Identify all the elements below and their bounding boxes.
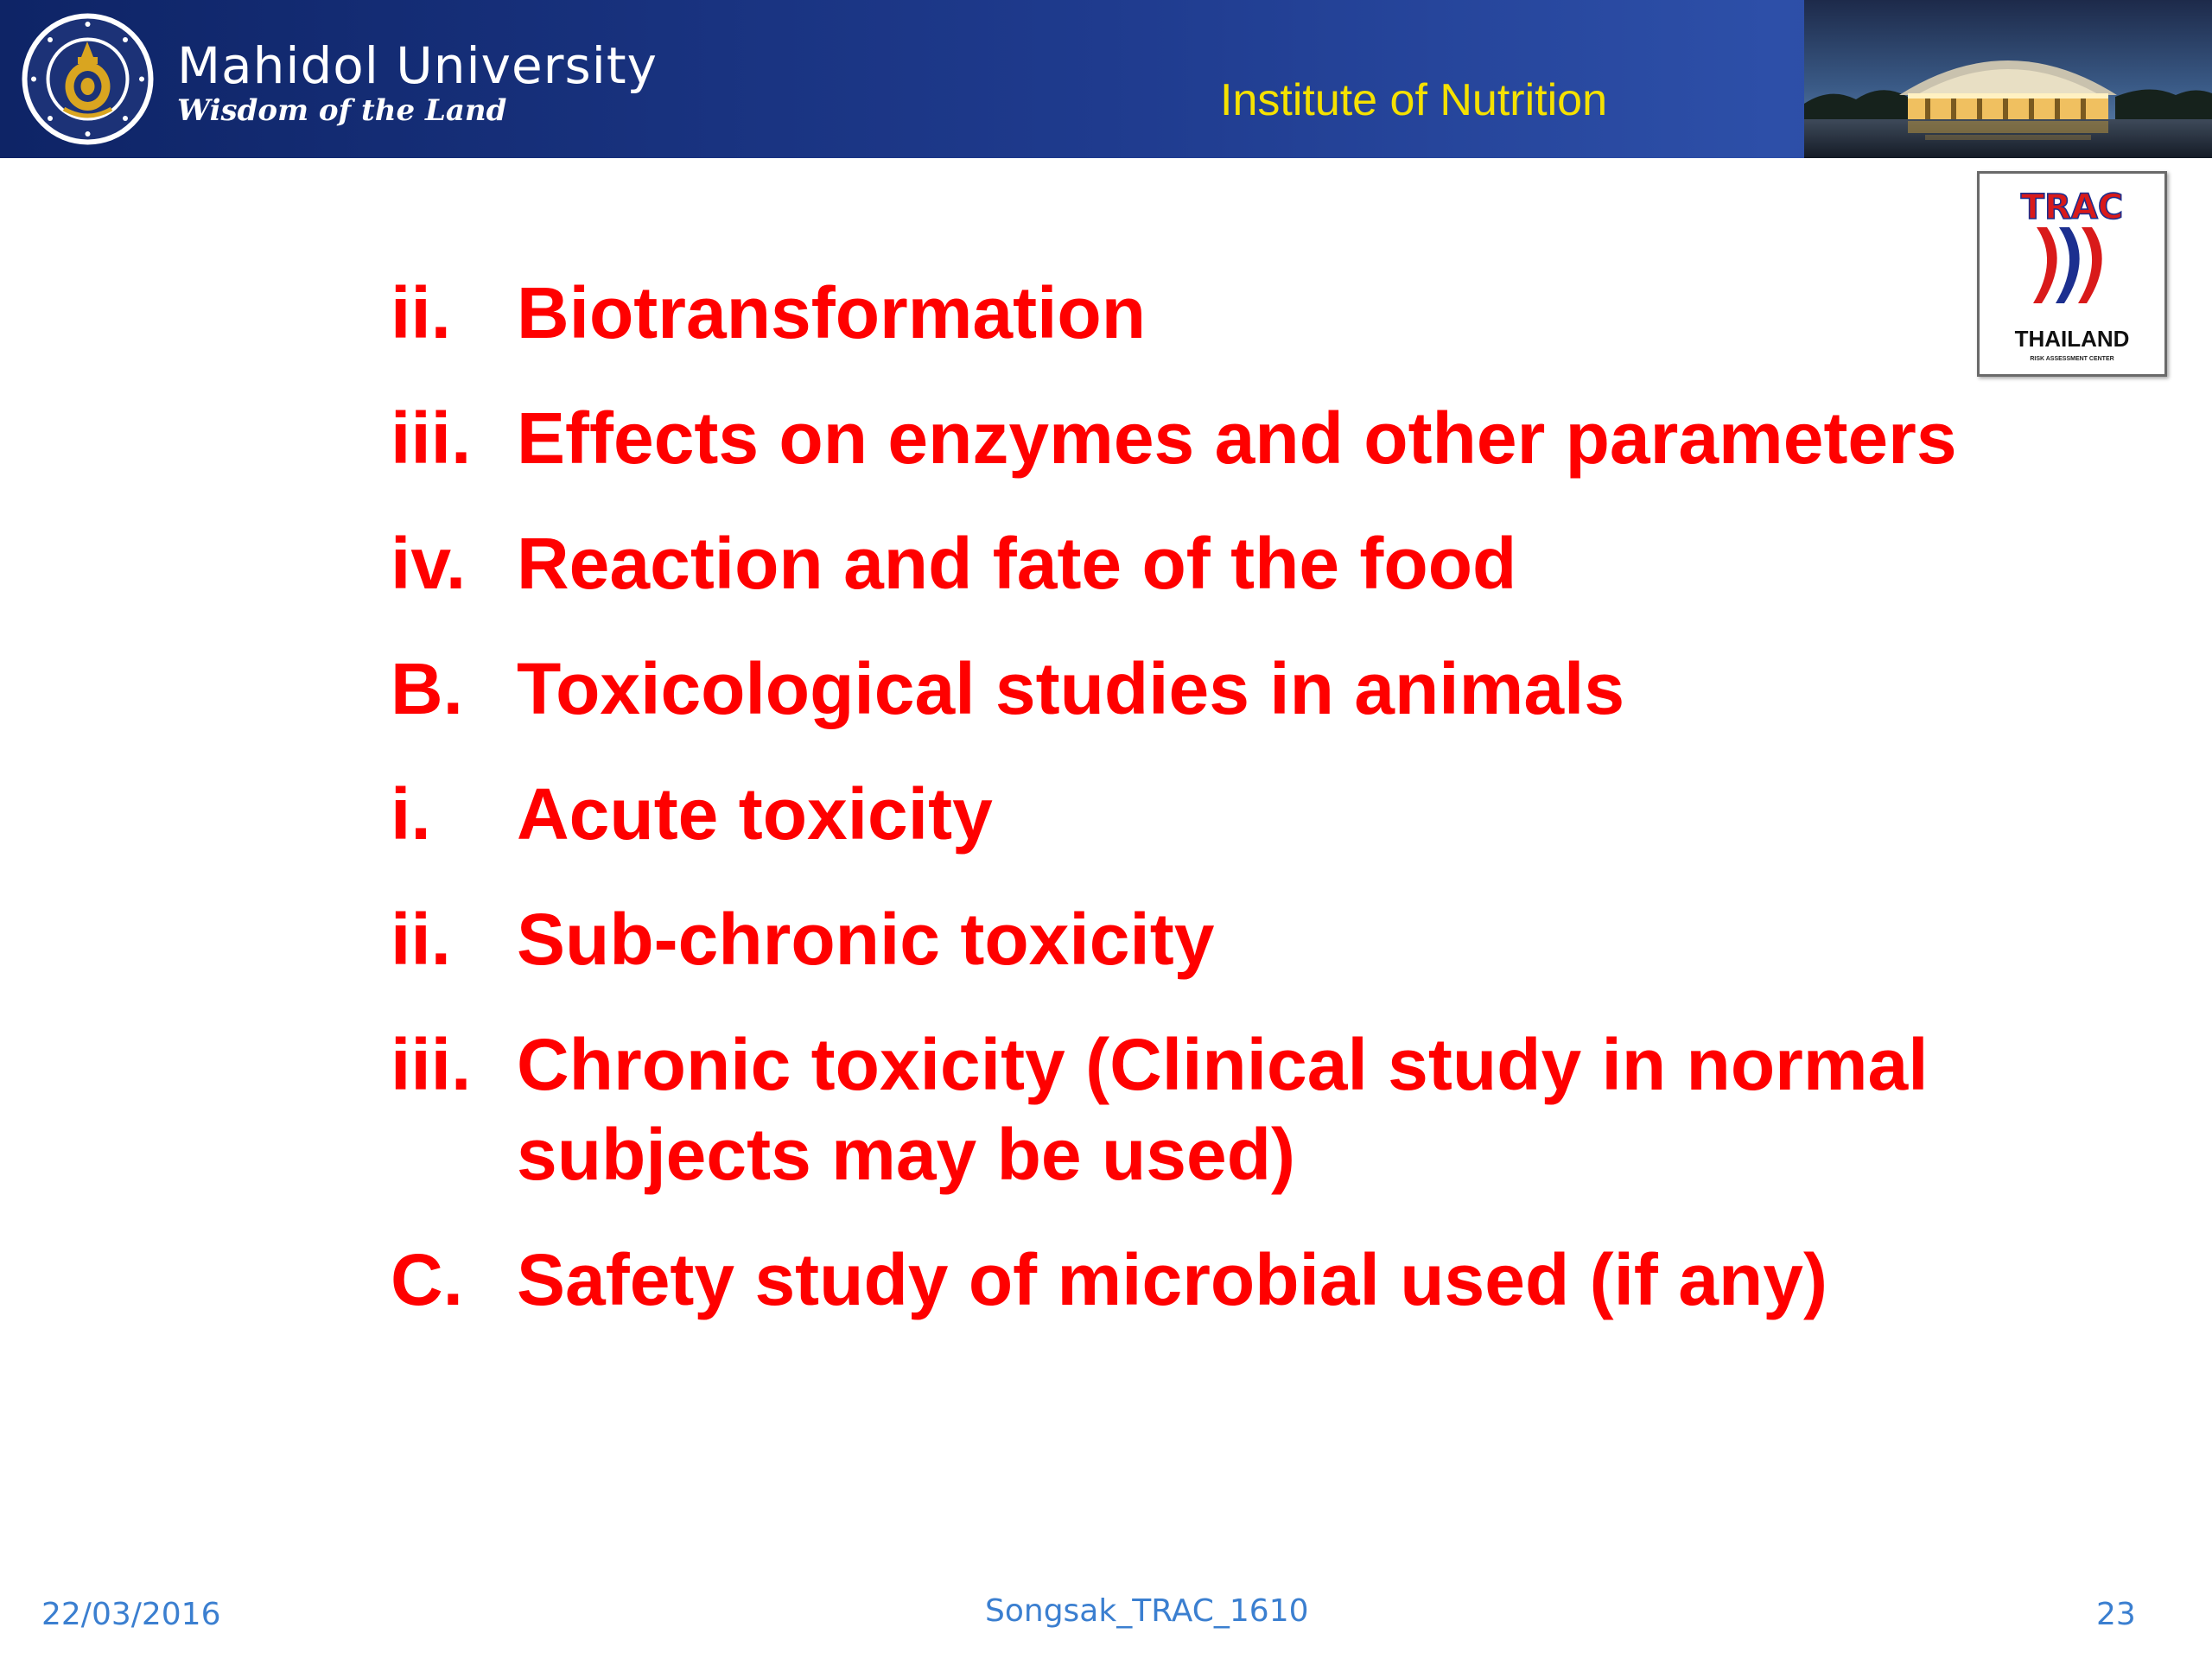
outline-marker: C. [391, 1239, 463, 1320]
university-seal-icon [21, 12, 155, 146]
header-banner [0, 0, 2212, 158]
outline-marker: ii. [391, 272, 452, 353]
outline-text: Safety study of microbial used (if any) [517, 1239, 1827, 1320]
outline-text: Biotransformation [517, 272, 1147, 353]
footer-date: 22/03/2016 [41, 1597, 221, 1632]
outline-text: Acute toxicity [517, 773, 993, 855]
institute-name: Institute of Nutrition [1220, 75, 1607, 125]
outline-marker: iii. [391, 1024, 472, 1105]
outline-marker: iv. [391, 523, 467, 604]
outline-text: Effects on enzymes and other parameters [517, 397, 1957, 479]
outline-marker: ii. [391, 899, 452, 980]
university-name: Mahidol University [177, 36, 658, 95]
outline-item-biotransformation [391, 268, 2032, 358]
outline-list [391, 268, 2032, 1360]
outline-marker: B. [391, 648, 463, 729]
outline-item-sub-chronic-toxicity [391, 894, 2032, 984]
trac-logo-subtitle: RISK ASSESSMENT CENTER [2030, 356, 2114, 362]
outline-text: Reaction and fate of the food [517, 523, 1517, 604]
outline-item-safety-study [391, 1235, 2032, 1325]
outline-item-acute-toxicity [391, 769, 2032, 859]
outline-marker: i. [391, 773, 431, 855]
trac-logo-country: THAILAND [2014, 326, 2130, 352]
outline-text: Sub-chronic toxicity [517, 899, 1215, 980]
outline-text: Toxicological studies in animals [517, 648, 1625, 729]
university-motto: Wisdom of the Land [177, 93, 507, 128]
building-photo [1804, 0, 2212, 158]
outline-item-effects-on-enzymes [391, 393, 2032, 483]
outline-item-toxicological-studies [391, 644, 2032, 734]
outline-item-reaction-and-fate [391, 518, 2032, 608]
trac-logo-name: TRAC [2020, 188, 2124, 227]
outline-text: Chronic toxicity (Clinical study in normal subjects may be used) [517, 1024, 1929, 1195]
footer-page-number: 23 [2096, 1597, 2136, 1632]
outline-marker: iii. [391, 397, 472, 479]
footer-presentation-id: Songsak_TRAC_1610 [985, 1593, 1309, 1629]
outline-item-chronic-toxicity [391, 1020, 2032, 1199]
